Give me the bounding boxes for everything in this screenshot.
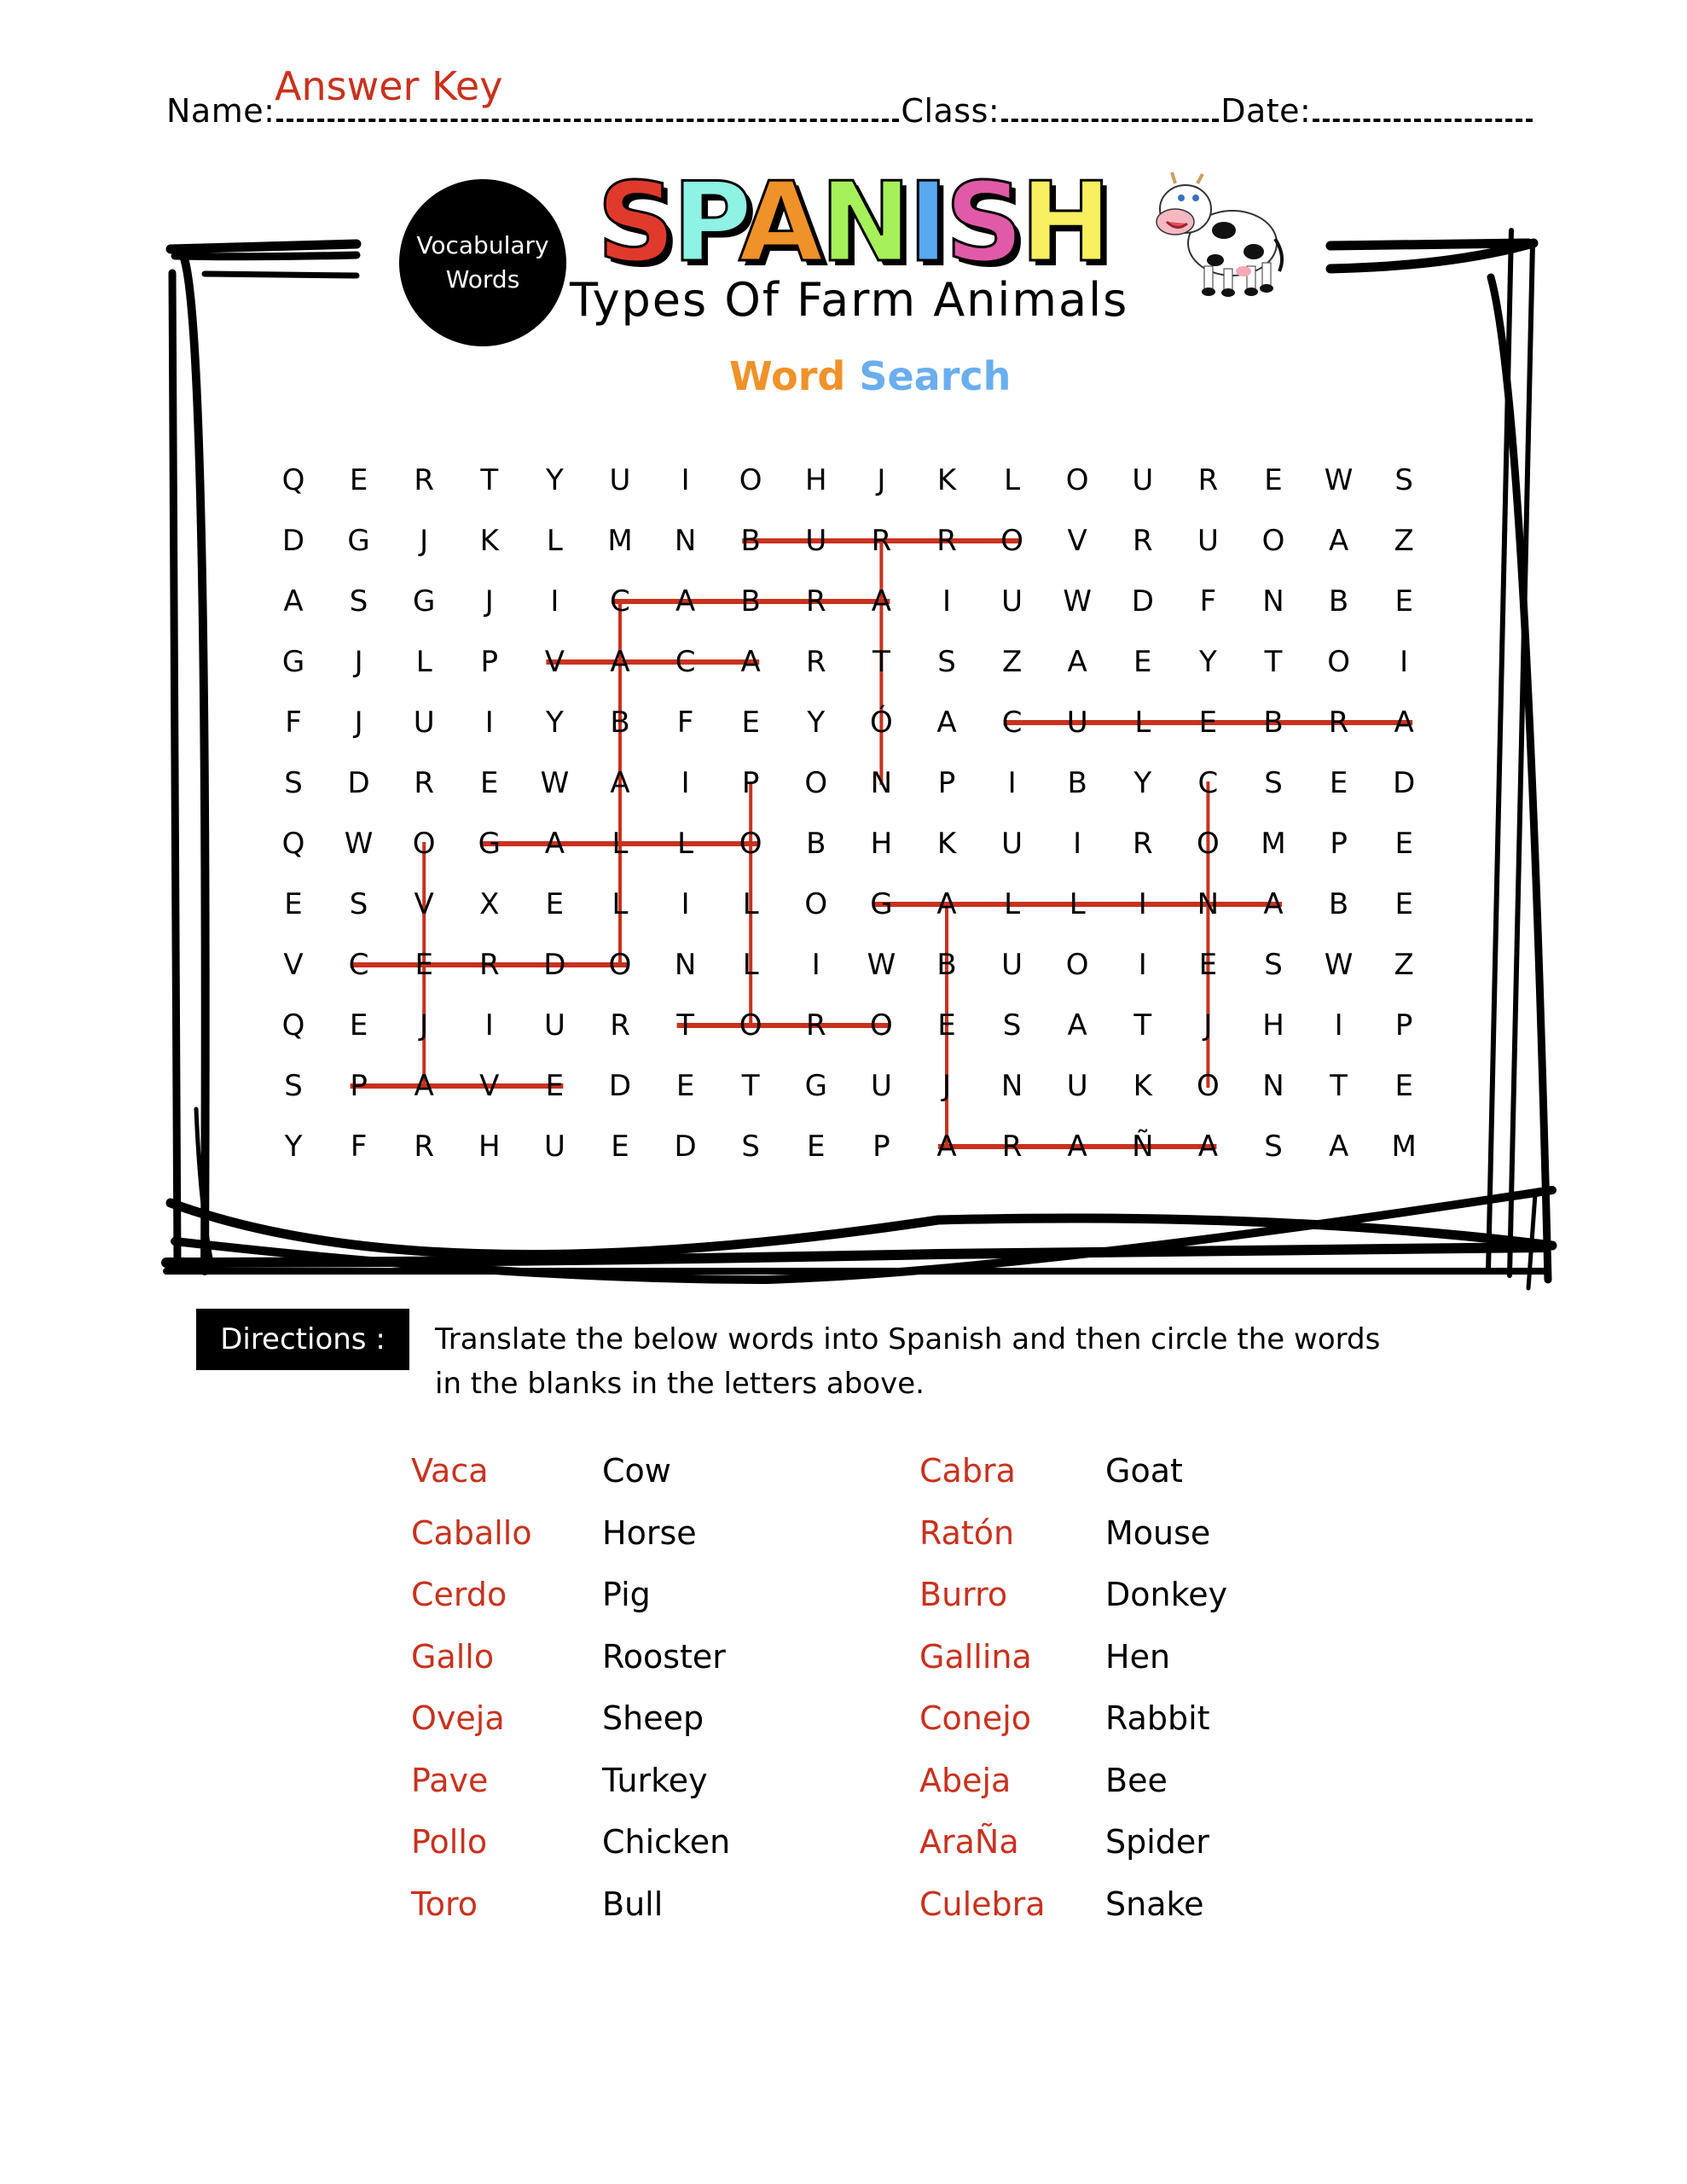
grid-cell[interactable]: R	[414, 766, 434, 800]
grid-cell[interactable]: B	[936, 948, 957, 982]
title-letter: I	[907, 160, 946, 287]
grid-cell[interactable]: O	[739, 827, 762, 861]
date-label: Date:	[1220, 92, 1312, 130]
grid-cell[interactable]: E	[1394, 1069, 1413, 1103]
vocab-spanish-word: Pollo	[411, 1823, 488, 1861]
class-label: Class:	[901, 92, 1000, 130]
class-blank[interactable]	[1001, 113, 1219, 122]
grid-cell[interactable]: L	[1069, 887, 1086, 921]
grid-cell[interactable]: N	[1262, 1069, 1284, 1103]
grid-cell[interactable]: J	[484, 584, 494, 619]
name-blank[interactable]	[276, 113, 899, 122]
grid-cell[interactable]: W	[867, 948, 896, 982]
grid-cell[interactable]: F	[285, 706, 302, 740]
grid-cell[interactable]: L	[1004, 463, 1021, 497]
grid-cell[interactable]: J	[354, 706, 363, 740]
grid-cell[interactable]: E	[611, 1130, 629, 1164]
grid-cell[interactable]: I	[942, 584, 952, 619]
grid-cell[interactable]: V	[544, 645, 565, 679]
grid-cell[interactable]: A	[1067, 1008, 1087, 1043]
grid-cell[interactable]: R	[1001, 1130, 1023, 1164]
grid-cell[interactable]: H	[478, 1130, 501, 1164]
cow-icon	[1143, 171, 1288, 299]
grid-cell[interactable]: T	[1264, 645, 1283, 679]
vocab-spanish-word: Culebra	[919, 1885, 1046, 1923]
grid-cell[interactable]: R	[805, 645, 826, 679]
grid-cell[interactable]: C	[675, 645, 696, 679]
title-letter: S	[945, 160, 1021, 287]
vocab-spanish-word: Ratón	[919, 1513, 1015, 1552]
grid-cell[interactable]: B	[806, 827, 826, 861]
word-search-title-search: Search	[859, 353, 1012, 399]
grid-cell[interactable]: E	[545, 1069, 565, 1103]
vocab-spanish-word: Gallo	[411, 1637, 495, 1676]
grid-cell[interactable]: W	[540, 766, 570, 800]
grid-cell[interactable]: E	[284, 887, 303, 921]
grid-cell[interactable]: E	[741, 706, 760, 740]
grid-cell[interactable]: J	[420, 1008, 429, 1043]
grid-cell[interactable]: U	[1001, 827, 1023, 861]
grid-cell[interactable]: R	[805, 1008, 826, 1043]
badge-line-2: Words	[445, 265, 520, 293]
grid-cell[interactable]: A	[1067, 645, 1087, 679]
grid-cell[interactable]: T	[1330, 1069, 1348, 1103]
grid-cell[interactable]: M	[607, 524, 633, 558]
grid-cell[interactable]: O	[739, 463, 762, 497]
vocab-spanish-word: Cerdo	[411, 1576, 507, 1613]
grid-cell[interactable]: G	[413, 584, 436, 619]
grid-cell[interactable]: A	[414, 1069, 434, 1103]
grid-cell[interactable]: L	[677, 827, 694, 861]
grid-cell[interactable]: K	[479, 524, 499, 558]
grid-cell[interactable]: U	[1001, 948, 1023, 982]
grid-cell[interactable]: K	[1133, 1069, 1152, 1103]
vocab-english-word: Sheep	[602, 1699, 704, 1737]
grid-cell[interactable]: A	[283, 584, 304, 619]
grid-cell[interactable]: J	[877, 463, 886, 497]
grid-cell[interactable]: O	[412, 827, 436, 861]
grid-cell[interactable]: E	[1198, 948, 1218, 982]
grid-cell[interactable]: S	[284, 766, 303, 800]
grid-cell[interactable]: B	[1263, 706, 1284, 740]
vocab-english-word: Bee	[1105, 1761, 1168, 1799]
title-letter: P	[672, 160, 739, 287]
grid-cell[interactable]: R	[1328, 706, 1349, 740]
grid-cell[interactable]: E	[937, 1008, 956, 1043]
vocab-spanish-word: Gallina	[919, 1637, 1032, 1676]
grid-cell[interactable]: J	[1203, 1008, 1213, 1043]
name-label: Name:	[166, 92, 275, 130]
grid-cell[interactable]: T	[741, 1069, 760, 1103]
grid-cell[interactable]: I	[484, 1008, 494, 1043]
vocab-english-word: Pig	[602, 1576, 651, 1613]
grid-cell[interactable]: A	[936, 706, 957, 740]
vocab-english-word: Snake	[1105, 1885, 1204, 1923]
grid-cell[interactable]: I	[681, 766, 690, 800]
grid-cell[interactable]: B	[1067, 766, 1087, 800]
grid-cell[interactable]: W	[344, 827, 374, 861]
grid-cell[interactable]: E	[545, 887, 565, 921]
grid-cell[interactable]: R	[1197, 463, 1219, 497]
vocab-spanish-word: Burro	[919, 1576, 1008, 1613]
grid-cell[interactable]: E	[1264, 463, 1283, 497]
grid-cell[interactable]: O	[1065, 948, 1089, 982]
grid-cell[interactable]: C	[610, 584, 630, 619]
grid-cell[interactable]: L	[742, 887, 759, 921]
grid-cell[interactable]: Y	[546, 463, 564, 497]
grid-cell[interactable]: F	[350, 1130, 368, 1164]
grid-cell[interactable]: I	[811, 948, 820, 982]
grid-cell[interactable]: J	[942, 1069, 952, 1103]
grid-cell[interactable]: O	[1327, 645, 1350, 679]
grid-cell[interactable]: A	[1197, 1130, 1219, 1164]
grid-cell[interactable]: I	[1400, 645, 1409, 679]
grid-cell[interactable]: A	[675, 584, 696, 619]
title-letter: A	[739, 160, 820, 287]
grid-cell[interactable]: R	[1132, 524, 1153, 558]
grid-cell[interactable]: D	[347, 766, 370, 800]
grid-cell[interactable]: O	[804, 766, 828, 800]
grid-cell[interactable]: H	[805, 463, 827, 497]
grid-cell[interactable]: V	[1067, 524, 1087, 558]
grid-cell[interactable]: D	[608, 1069, 632, 1103]
grid-cell[interactable]: I	[1138, 948, 1147, 982]
word-search-title	[729, 353, 1011, 399]
grid-cell[interactable]: U	[1066, 1069, 1088, 1103]
grid-cell[interactable]: E	[480, 766, 499, 800]
vocab-spanish-word: Conejo	[919, 1699, 1032, 1737]
grid-cell[interactable]: P	[350, 1069, 368, 1103]
grid-cell[interactable]: U	[413, 706, 435, 740]
grid-cell[interactable]: A	[1328, 524, 1349, 558]
grid-cell[interactable]: G	[281, 645, 305, 679]
grid-cell[interactable]: N	[674, 524, 697, 558]
grid-cell[interactable]: N	[674, 948, 697, 982]
grid-cell[interactable]: E	[1198, 706, 1218, 740]
grid-cell[interactable]: W	[1324, 463, 1354, 497]
grid-cell[interactable]: S	[1264, 766, 1283, 800]
grid-cell[interactable]: Ó	[870, 706, 893, 740]
word-search-title-word: Word	[729, 353, 846, 399]
grid-cell[interactable]: O	[1000, 524, 1023, 558]
vocab-spanish-word: Vaca	[411, 1452, 489, 1490]
vocab-english-word: Horse	[602, 1513, 697, 1552]
grid-cell[interactable]: C	[348, 948, 369, 982]
grid-cell[interactable]: D	[543, 948, 566, 982]
grid-cell[interactable]: U	[543, 1130, 565, 1164]
grid-cell[interactable]: S	[349, 584, 368, 619]
vocab-english-word: Mouse	[1105, 1513, 1211, 1552]
subtitle: Types Of Farm Animals	[570, 273, 1129, 327]
grid-cell[interactable]: Z	[1394, 948, 1414, 982]
grid-cell[interactable]: K	[936, 463, 957, 497]
grid-cell[interactable]: U	[805, 524, 827, 558]
grid-cell[interactable]: S	[741, 1130, 760, 1164]
grid-cell[interactable]: L	[1134, 706, 1151, 740]
grid-cell[interactable]: U	[870, 1069, 892, 1103]
grid-cell[interactable]: E	[675, 1069, 695, 1103]
grid-cell[interactable]: B	[610, 706, 630, 740]
grid-cell[interactable]: S	[1264, 948, 1283, 982]
grid-cell[interactable]: T	[872, 645, 890, 679]
grid-cell[interactable]: W	[1324, 948, 1354, 982]
grid-cell[interactable]: R	[805, 584, 826, 619]
grid-cell[interactable]: N	[870, 766, 893, 800]
grid-cell[interactable]: U	[1132, 463, 1154, 497]
grid-cell[interactable]: T	[1133, 1008, 1152, 1043]
grid-cell[interactable]: U	[609, 463, 631, 497]
grid-cell[interactable]: L	[415, 645, 432, 679]
grid-cell[interactable]: B	[740, 584, 761, 619]
grid-cell[interactable]: I	[1334, 1008, 1343, 1043]
grid-cell[interactable]: L	[612, 827, 629, 861]
grid-cell[interactable]: I	[1007, 766, 1017, 800]
grid-cell[interactable]: O	[1261, 524, 1285, 558]
grid-cell[interactable]: D	[1393, 766, 1416, 800]
grid-cell[interactable]: D	[1131, 584, 1154, 619]
grid-cell[interactable]: E	[1394, 584, 1413, 619]
grid-cell[interactable]: A	[936, 887, 957, 921]
vocab-spanish-word: Cabra	[919, 1452, 1016, 1490]
directions-label: Directions :	[196, 1309, 409, 1370]
grid-cell[interactable]: E	[349, 1008, 368, 1043]
grid-cell[interactable]: M	[1391, 1130, 1417, 1164]
grid-cell[interactable]: L	[742, 948, 759, 982]
vocab-english-word: Spider	[1105, 1823, 1209, 1861]
grid-cell[interactable]: D	[281, 524, 305, 558]
grid-cell[interactable]: Q	[281, 463, 305, 497]
grid-cell[interactable]: Y	[546, 706, 564, 740]
grid-cell[interactable]: Y	[1133, 766, 1152, 800]
grid-cell[interactable]: Q	[281, 1008, 305, 1043]
grid-cell[interactable]: A	[740, 645, 761, 679]
grid-cell[interactable]: I	[550, 584, 559, 619]
grid-cell[interactable]: J	[354, 645, 363, 679]
grid-cell[interactable]: E	[349, 463, 368, 497]
grid-cell[interactable]: E	[415, 948, 433, 982]
grid-cell[interactable]: L	[1004, 887, 1021, 921]
grid-cell[interactable]: Q	[281, 827, 305, 861]
grid-cell[interactable]: E	[1329, 766, 1348, 800]
grid-cell[interactable]: Y	[284, 1130, 303, 1164]
grid-cell[interactable]: R	[1132, 827, 1153, 861]
vocab-english-word: Chicken	[602, 1823, 731, 1861]
grid-cell[interactable]: S	[937, 645, 956, 679]
grid-cell[interactable]: S	[1002, 1008, 1022, 1043]
grid-cell[interactable]: U	[1001, 584, 1023, 619]
grid-cell[interactable]: B	[740, 524, 761, 558]
vocab-spanish-word: Pave	[411, 1761, 489, 1799]
grid-cell[interactable]: A	[544, 827, 565, 861]
grid-cell[interactable]: H	[1262, 1008, 1284, 1043]
vocabulary-words-badge	[399, 179, 566, 346]
grid-cell[interactable]: S	[349, 887, 368, 921]
vocab-english-word: Rooster	[602, 1637, 726, 1676]
vocab-english-word: Cow	[602, 1452, 671, 1490]
grid-cell[interactable]: Z	[1394, 524, 1414, 558]
grid-cell[interactable]: P	[872, 1130, 890, 1164]
grid-cell[interactable]: K	[936, 827, 957, 861]
grid-cell[interactable]: U	[1066, 706, 1088, 740]
grid-cell[interactable]: N	[1000, 1069, 1023, 1103]
title-spanish	[597, 160, 1109, 287]
grid-cell[interactable]: O	[608, 948, 632, 982]
grid-cell[interactable]: V	[479, 1069, 500, 1103]
grid-cell[interactable]: A	[610, 766, 630, 800]
header-fields	[166, 92, 1534, 130]
grid-cell[interactable]: D	[674, 1130, 697, 1164]
grid-cell[interactable]: I	[681, 887, 690, 921]
grid-cell[interactable]: S	[284, 1069, 303, 1103]
grid-cell[interactable]: R	[414, 463, 434, 497]
grid-cell[interactable]: O	[870, 1008, 893, 1043]
grid-cell[interactable]: N	[1197, 887, 1220, 921]
grid-cell[interactable]: P	[1330, 827, 1348, 861]
grid-cell[interactable]: O	[1197, 1069, 1220, 1103]
grid-cell[interactable]: V	[414, 887, 434, 921]
vocab-english-word: Hen	[1105, 1637, 1171, 1676]
grid-cell[interactable]: E	[807, 1130, 826, 1164]
grid-cell[interactable]: U	[543, 1008, 565, 1043]
grid-cell[interactable]: B	[1328, 584, 1349, 619]
vocab-english-word: Bull	[602, 1885, 664, 1923]
grid-cell[interactable]: O	[1065, 463, 1089, 497]
directions-text: Translate the below words into Spanish and then circle the words in the blanks in the letters above.	[435, 1322, 1381, 1401]
grid-cell[interactable]: C	[1001, 706, 1023, 740]
vocab-english-word: Turkey	[602, 1761, 708, 1799]
grid-cell[interactable]: P	[1394, 1008, 1413, 1043]
date-blank[interactable]	[1313, 113, 1533, 122]
name-field-value[interactable]: Answer Key	[275, 63, 503, 109]
grid-cell[interactable]: A	[871, 584, 892, 619]
grid-cell[interactable]: Y	[807, 706, 826, 740]
vocab-english-word: Rabbit	[1105, 1699, 1210, 1737]
grid-cell[interactable]: S	[1394, 463, 1413, 497]
grid-cell[interactable]: R	[936, 524, 957, 558]
grid-cell[interactable]: O	[1197, 827, 1220, 861]
grid-cell[interactable]: T	[480, 463, 499, 497]
grid-cell[interactable]: J	[420, 524, 429, 558]
vocab-spanish-word: AraÑa	[919, 1823, 1019, 1861]
grid-cell[interactable]: A	[1328, 1130, 1349, 1164]
grid-cell[interactable]: P	[480, 645, 499, 679]
grid-cell[interactable]: I	[1073, 827, 1082, 861]
grid-cell[interactable]: X	[479, 887, 500, 921]
grid-cell[interactable]: E	[1394, 827, 1413, 861]
grid-cell[interactable]: H	[870, 827, 893, 861]
grid-cell[interactable]: A	[936, 1130, 957, 1164]
grid-cell[interactable]: G	[870, 887, 893, 921]
vocab-spanish-word: Oveja	[411, 1699, 505, 1737]
title-letter: H	[1020, 160, 1109, 287]
grid-cell[interactable]: I	[1138, 887, 1147, 921]
grid-cell[interactable]: L	[546, 524, 563, 558]
vocab-english-word: Goat	[1105, 1452, 1183, 1490]
grid-cell[interactable]: R	[414, 1130, 434, 1164]
grid-cell[interactable]: F	[1199, 584, 1217, 619]
grid-cell[interactable]: Ñ	[1132, 1130, 1154, 1164]
grid-cell[interactable]: F	[676, 706, 694, 740]
grid-cell[interactable]: R	[610, 1008, 630, 1043]
grid-cell[interactable]: V	[283, 948, 304, 982]
vocab-english-word: Donkey	[1105, 1576, 1228, 1613]
grid-cell[interactable]: S	[1264, 1130, 1283, 1164]
grid-cell[interactable]: R	[871, 524, 892, 558]
grid-cell[interactable]: N	[1262, 584, 1284, 619]
grid-cell[interactable]: A	[1394, 706, 1414, 740]
grid-cell[interactable]: M	[1261, 827, 1286, 861]
grid-cell[interactable]: R	[478, 948, 500, 982]
grid-cell[interactable]: Z	[1001, 645, 1023, 679]
grid-cell[interactable]: L	[612, 887, 629, 921]
badge-line-1: Vocabulary	[416, 231, 549, 259]
vocab-spanish-word: Caballo	[411, 1513, 532, 1552]
grid-cell[interactable]: A	[1067, 1130, 1087, 1164]
title-letter: N	[820, 160, 908, 287]
grid-cell[interactable]: A	[1263, 887, 1284, 921]
grid-cell[interactable]: P	[937, 766, 956, 800]
grid-cell[interactable]: E	[1394, 887, 1413, 921]
grid-cell[interactable]: B	[1328, 887, 1349, 921]
vocab-spanish-word: Abeja	[919, 1761, 1012, 1799]
grid-cell[interactable]: G	[347, 524, 370, 558]
vocab-spanish-word: Toro	[411, 1885, 478, 1923]
grid-cell[interactable]: G	[804, 1069, 827, 1103]
grid-cell[interactable]: Y	[1199, 645, 1217, 679]
grid-cell[interactable]: W	[1063, 584, 1092, 619]
grid-cell[interactable]: O	[804, 887, 828, 921]
grid-cell[interactable]: I	[681, 463, 690, 497]
grid-cell[interactable]: O	[739, 1008, 762, 1043]
grid-cell[interactable]: I	[484, 706, 494, 740]
grid-cell[interactable]: P	[741, 766, 760, 800]
grid-cell[interactable]: T	[676, 1008, 694, 1043]
grid-cell[interactable]: C	[1197, 766, 1219, 800]
grid-cell[interactable]: E	[1133, 645, 1152, 679]
grid-cell[interactable]: U	[1197, 524, 1219, 558]
grid-cell[interactable]: G	[478, 827, 501, 861]
title-letter: S	[597, 160, 673, 287]
grid-cell[interactable]: A	[610, 645, 630, 679]
